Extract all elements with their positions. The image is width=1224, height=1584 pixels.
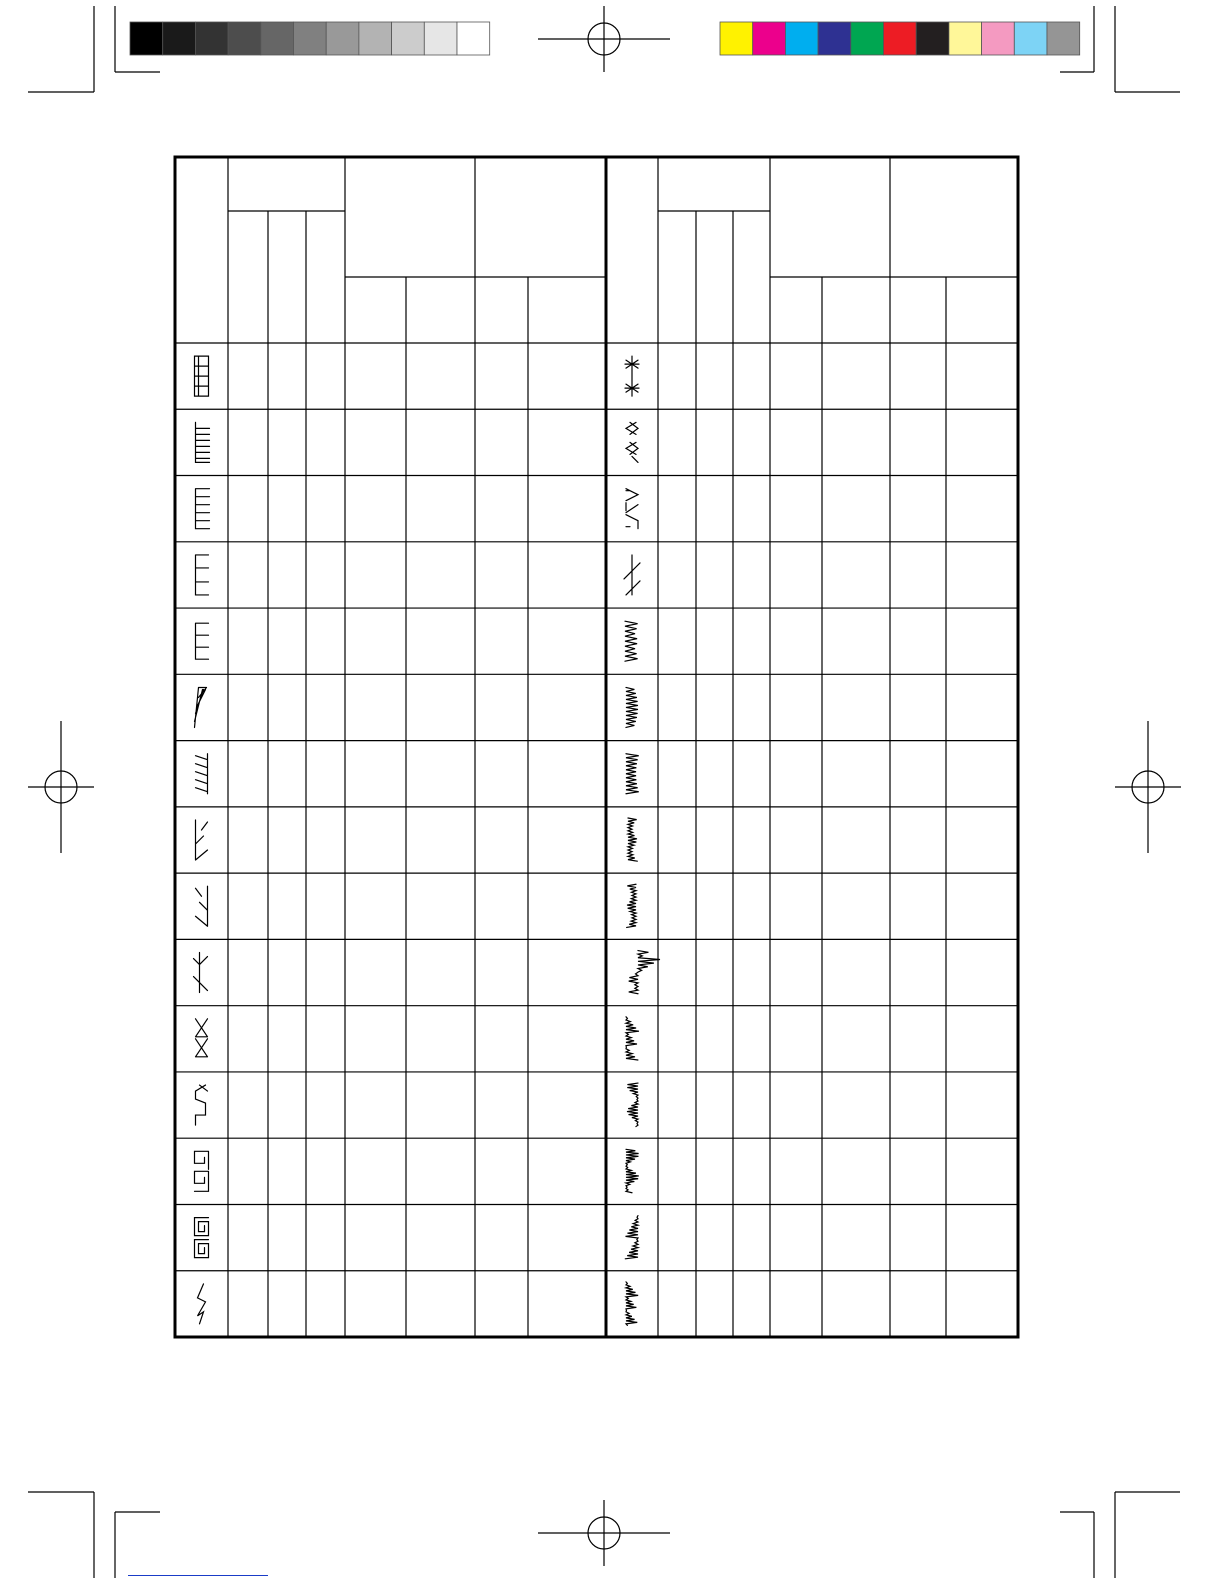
stitch-path	[626, 489, 638, 529]
process-color-swatch	[851, 22, 884, 55]
gray-swatch	[163, 22, 196, 55]
stitch-path	[196, 886, 208, 926]
arrow-bracket-icon	[626, 489, 638, 529]
stitch-path	[626, 1282, 638, 1326]
slant-comb-dense-icon	[196, 754, 208, 794]
chevron-braid-icon	[626, 422, 638, 462]
gray-swatch	[228, 22, 261, 55]
satin-wave-dense-icon	[626, 1149, 639, 1192]
process-color-swatch	[720, 22, 753, 55]
stitch-path	[195, 1218, 209, 1258]
process-color-swatch	[949, 22, 982, 55]
satin-diamond-icon	[629, 951, 660, 994]
stitch-path	[196, 1085, 208, 1125]
stitch-path	[198, 1284, 206, 1324]
stitch-path	[626, 687, 638, 727]
stitch-path	[629, 951, 660, 994]
process-color-swatch	[982, 22, 1015, 55]
gray-swatch	[392, 22, 425, 55]
stitch-path	[626, 1149, 639, 1192]
lightning-stitch-icon	[198, 1284, 206, 1324]
bottom-link-underline	[128, 1575, 268, 1576]
stitch-path	[625, 356, 639, 396]
stitch-path	[195, 356, 209, 396]
cross-stitch-icon	[196, 1019, 208, 1057]
greek-key-double-icon	[195, 1218, 209, 1258]
gray-swatch	[130, 22, 163, 55]
greek-key-icon	[195, 1151, 209, 1191]
stitch-path	[626, 422, 638, 462]
satin-tree-icon	[626, 1017, 639, 1060]
stitch-path	[627, 1083, 638, 1127]
zigzag-step-icon	[196, 1085, 208, 1125]
gray-swatch	[326, 22, 359, 55]
stitch-icons	[194, 356, 661, 1325]
gray-swatch	[424, 22, 457, 55]
gray-swatch	[359, 22, 392, 55]
registration-target	[538, 1500, 670, 1566]
stitch-path	[196, 422, 210, 462]
process-color-swatch	[785, 22, 818, 55]
stitch-path	[628, 818, 637, 861]
comb-dense-icon	[196, 422, 210, 462]
satin-triangle-icon	[626, 1282, 638, 1326]
satin-fan-icon	[625, 1216, 638, 1259]
feather-stitch-icon	[624, 555, 640, 595]
slant-dash-right-icon	[196, 820, 208, 860]
stitch-path	[627, 884, 636, 927]
star-stitch-icon	[625, 356, 639, 396]
stitch-path	[195, 1151, 209, 1191]
process-color-swatch	[818, 22, 851, 55]
slant-comb-icon	[195, 687, 207, 727]
satin-arc-right-icon	[626, 754, 639, 794]
satin-wave-icon	[627, 1083, 638, 1127]
stitch-table	[175, 157, 1018, 1337]
slant-dash-left-icon	[196, 886, 208, 926]
stitch-path	[625, 1216, 638, 1259]
gray-swatch	[457, 22, 490, 55]
stitch-path	[624, 555, 640, 595]
stitch-path	[196, 555, 209, 595]
stitch-path	[625, 621, 638, 661]
stitch-path	[626, 754, 639, 794]
table-border	[175, 157, 1018, 1337]
registration-target	[1115, 721, 1181, 853]
comb-wide-icon	[196, 489, 210, 529]
process-color-swatch	[1014, 22, 1047, 55]
box-ladder-icon	[195, 356, 209, 396]
crescent-left-icon	[627, 884, 636, 927]
crescent-right-icon	[628, 818, 637, 861]
gray-swatch	[195, 22, 228, 55]
gray-swatch	[261, 22, 294, 55]
stitch-path	[196, 623, 209, 659]
stitch-path	[196, 820, 208, 860]
satin-arc-left-icon	[626, 687, 638, 727]
y-stitch-icon	[194, 953, 208, 993]
stitch-path	[194, 953, 208, 993]
process-color-swatch	[884, 22, 917, 55]
process-color-swatch	[916, 22, 949, 55]
process-color-swatch	[1047, 22, 1080, 55]
e-stitch-icon	[196, 555, 209, 595]
stitch-path	[196, 754, 208, 794]
registration-target	[538, 6, 670, 72]
registration-target	[28, 721, 94, 853]
e-stitch-short-icon	[196, 623, 209, 659]
stitch-path	[196, 1019, 208, 1057]
stitch-path	[626, 1017, 639, 1060]
process-color-swatch	[753, 22, 786, 55]
scallop-satin-icon	[625, 621, 638, 661]
gray-swatch	[294, 22, 327, 55]
stitch-path	[195, 687, 207, 727]
stitch-path	[196, 489, 210, 529]
